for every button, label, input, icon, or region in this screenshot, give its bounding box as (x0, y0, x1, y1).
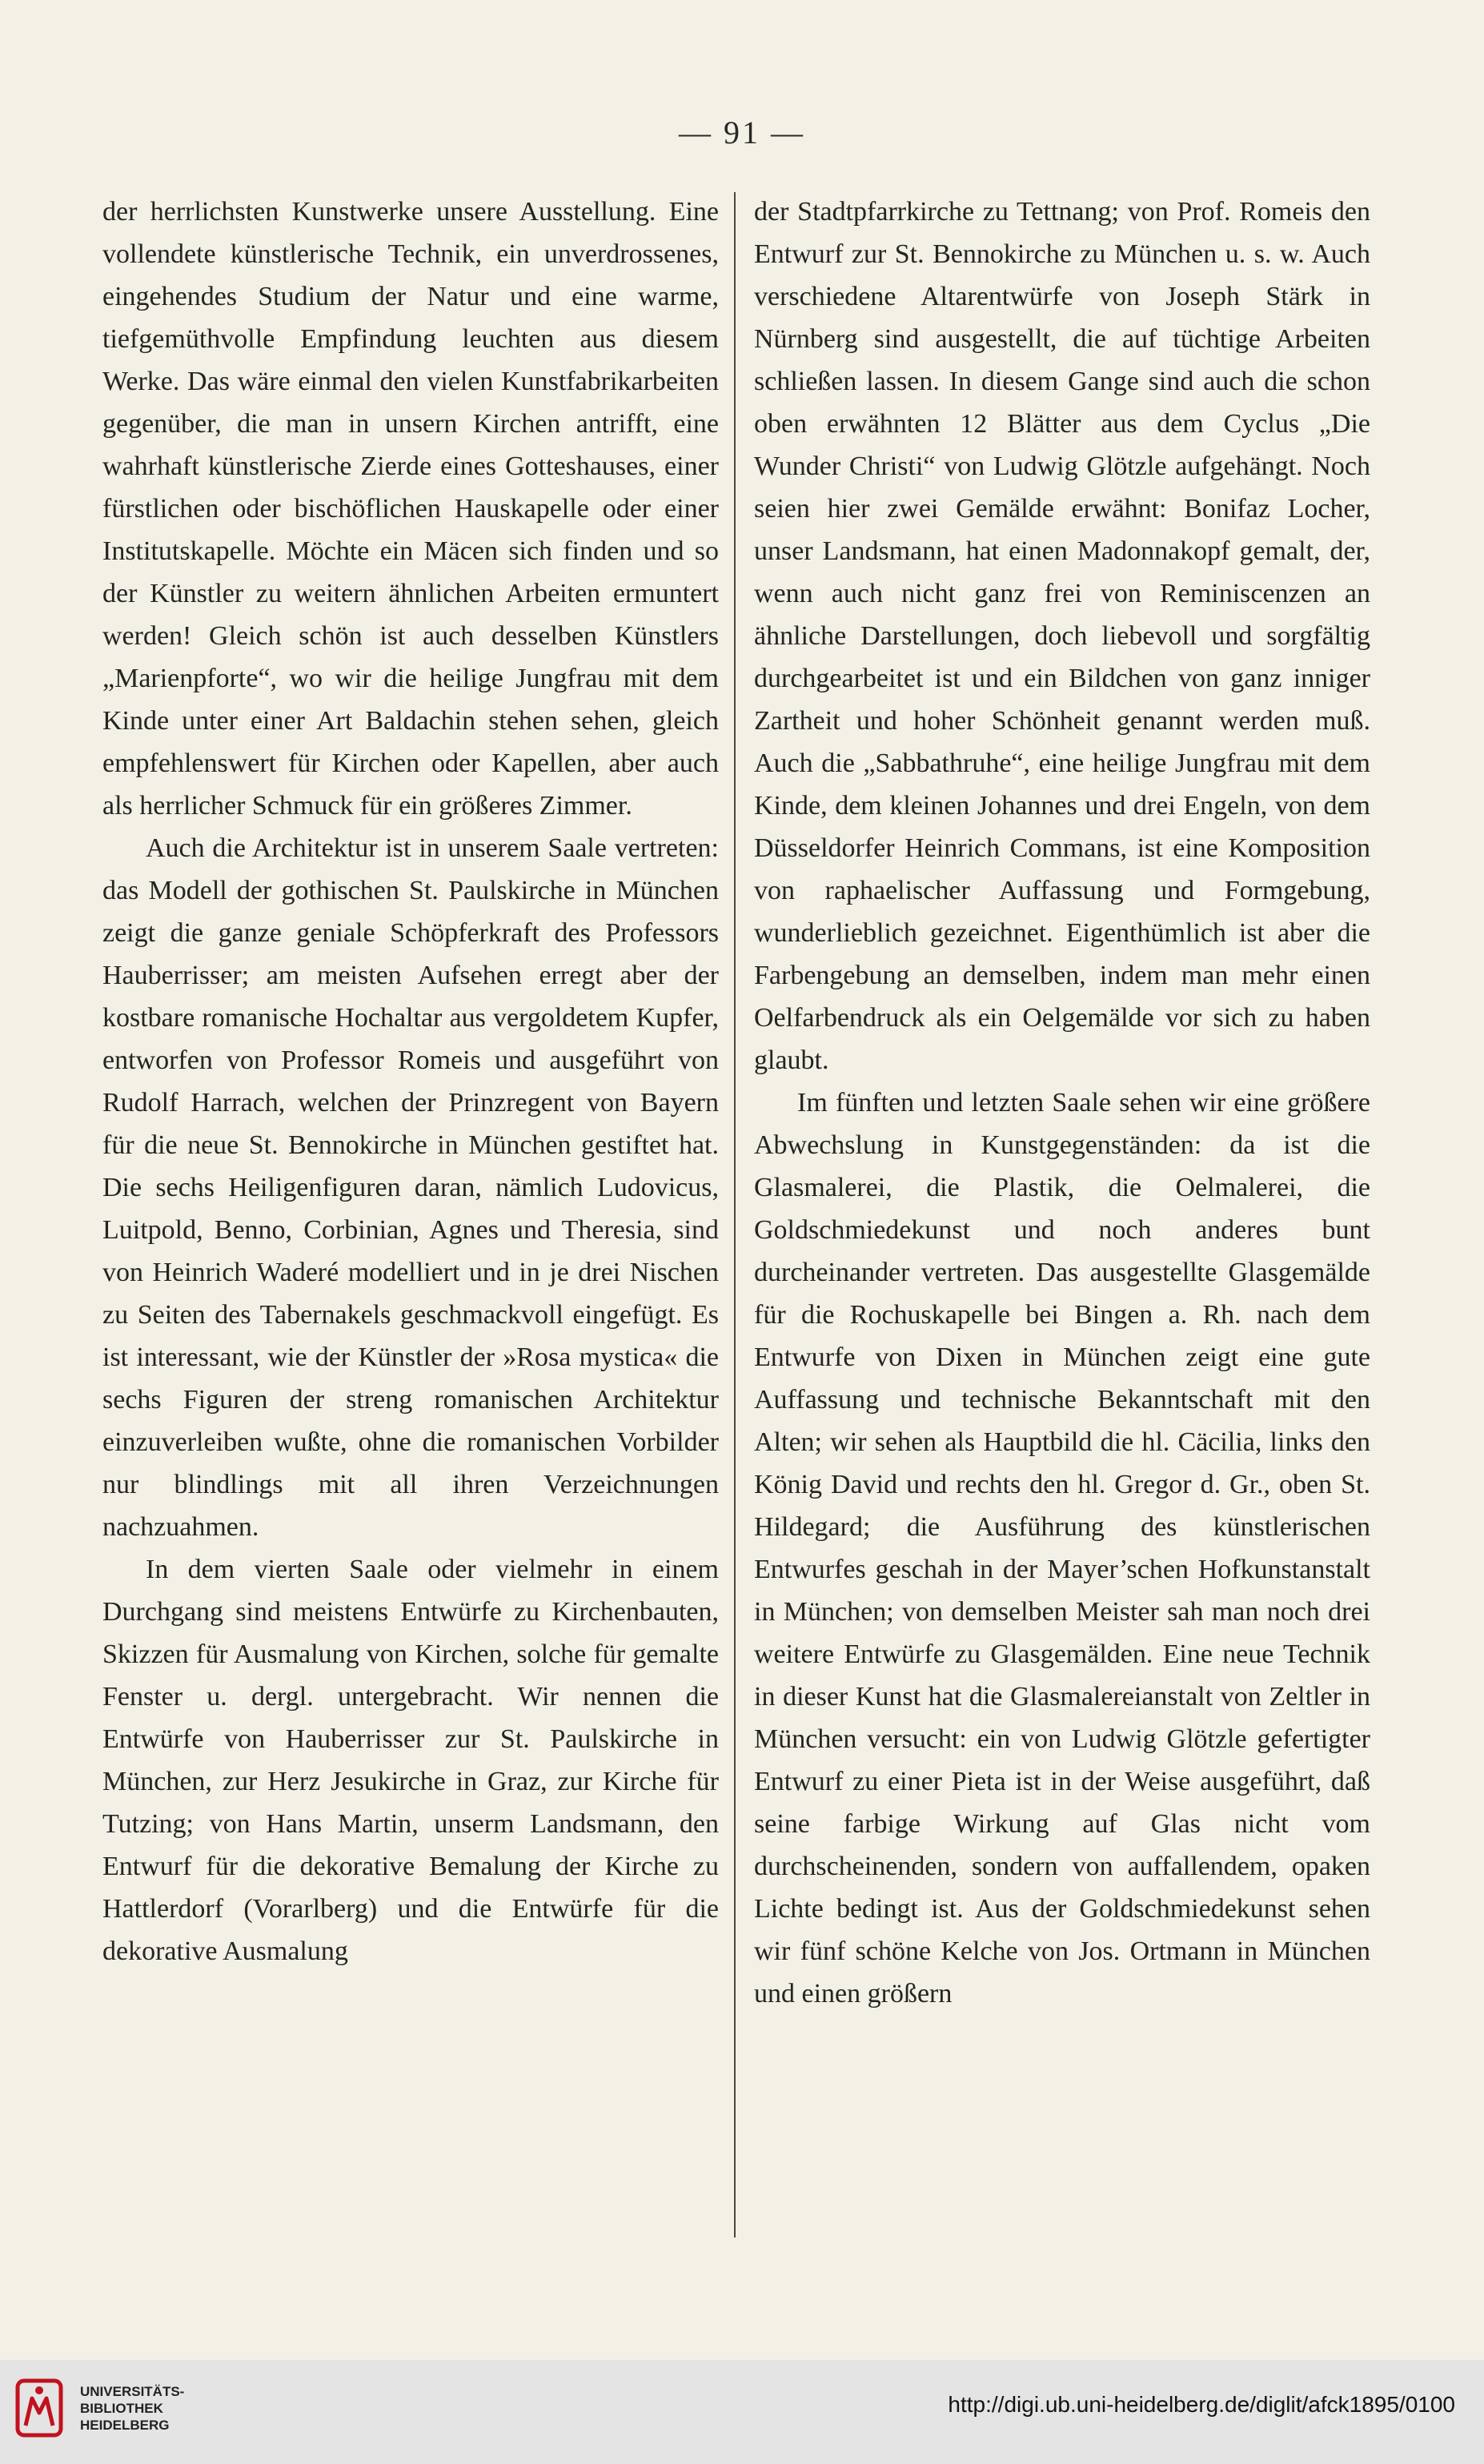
left-column (102, 191, 719, 2240)
footer-bar (0, 2360, 1484, 2464)
page-number: — 91 — (679, 114, 805, 150)
column-divider (734, 192, 736, 2237)
library-name-line-3: HEIDELBERG (80, 2417, 170, 2433)
left-paragraph-1: der herrlichsten Kunstwerke unsere Ausstellung. Eine vollendete künstlerische Technik, ein unverdrossenes, eingehendes Studium der Natur und eine warme, tiefgemüthvolle Empfindung leuchten aus diesem Werke. Das wäre einmal den vielen Kunstfabrikarbeiten gegenüber, die man in unsern Kirchen antrifft, eine wahrhaft künstlerische Zierde eines Gotteshauses, einer fürstlichen oder bischöflichen Hauskapelle oder einer Institutskapelle. Möchte ein Mäcen sich finden und so der Künstler zu weitern ähnlichen Arbeiten ermuntert werden! Gleich schön ist auch desselben Künstlers „Marienpforte“, wo wir die heilige Jungfrau mit dem Kinde unter einer Art Baldachin stehen sehen, gleich empfehlenswert für Kirchen oder Kapellen, aber auch als herrlicher Schmuck für ein größeres Zimmer. (102, 197, 719, 821)
right-column (754, 191, 1370, 2240)
right-paragraph-2: Im fünften und letzten Saale sehen wir eine größere Abwechslung in Kunstgegenständen: da ist die Glasmalerei, die Plastik, die Oelmalerei, die Goldschmiedekunst und noch anderes bunt durcheinander vertreten. Das ausgestellte Glasgemälde für die Rochuskapelle bei Bingen a. Rh. nach dem Entwurfe von Dixen in München zeigt eine gute Auffassung und technische Bekanntschaft mit den Alten; wir sehen als Hauptbild die hl. Cäcilia, links den König David und rechts den hl. Gregor d. Gr., oben St. Hildegard; die Ausführung des künstlerischen Entwurfes geschah in der Mayer’schen Hofkunstanstalt in München; von demselben Meister sah man noch drei weitere Entwürfe zu Glasgemälden. Eine neue Technik in dieser Kunst hat die Glasmalereianstalt von Zeltler in München versucht: ein von Ludwig Glötzle gefertigter Entwurf zu einer Pieta ist in der Weise ausgeführt, daß seine farbige Wirkung auf Glas nicht vom durchscheinenden, sondern von auffallendem, opaken Lichte bedingt ist. Aus der Goldschmiedekunst sehen wir fünf schöne Kelche von Jos. Ortmann in München und einen größern (754, 1088, 1370, 2009)
library-name (80, 2383, 184, 2434)
left-paragraph-2: Auch die Architektur ist in unserem Saale vertreten: das Modell der gothischen St. Paulskirche in München zeigt die ganze geniale Schöpferkraft des Professors Hauberrisser; am meisten Aufsehen erregt aber der kostbare romanische Hochaltar aus vergoldetem Kupfer, entworfen von Professor Romeis und ausgeführt von Rudolf Harrach, welchen der Prinzregent von Bayern für die neue St. Bennokirche in München gestiftet hat. Die sechs Heiligenfiguren daran, nämlich Ludovicus, Luitpold, Benno, Corbinian, Agnes und Theresia, sind von Heinrich Waderé modelliert und in je drei Nischen zu Seiten des Tabernakels geschmackvoll eingefügt. Es ist interessant, wie der Künstler der »Rosa mystica« die sechs Figuren der streng romanischen Architektur einzuverleiben wußte, ohne die romanischen Vorbilder nur blindlings mit all ihren Verzeichnungen nachzuahmen. (102, 833, 719, 1542)
library-seal-icon (14, 2376, 64, 2440)
library-name-line-2: BIBLIOTHEK (80, 2400, 163, 2416)
library-name-line-1: UNIVERSITÄTS- (80, 2383, 185, 2399)
library-logo[interactable] (14, 2376, 184, 2440)
source-url-link[interactable]: http://digi.ub.uni-heidelberg.de/diglit/afck1895/0100 (948, 2392, 1455, 2417)
right-paragraph-1: der Stadtpfarrkirche zu Tettnang; von Prof. Romeis den Entwurf zur St. Bennokirche zu München u. s. w. Auch verschiedene Altarentwürfe von Joseph Stärk in Nürnberg sind ausgestellt, die auf tüchtige Arbeiten schließen lassen. In diesem Gange sind auch die schon oben erwähnten 12 Blätter aus dem Cyclus „Die Wunder Christi“ von Ludwig Glötzle aufgehängt. Noch seien hier zwei Gemälde erwähnt: Bonifaz Locher, unser Landsmann, hat einen Madonnakopf gemalt, der, wenn auch nicht ganz frei von Reminiscenzen an ähnliche Darstellungen, doch liebevoll und sorgfältig durchgearbeitet ist und ein Bildchen von ganz inniger Zartheit und hoher Schönheit genannt werden muß. Auch die „Sabbathruhe“, eine heilige Jungfrau mit dem Kinde, dem kleinen Johannes und drei Engeln, von dem Düsseldorfer Heinrich Commans, ist eine Komposition von raphaelischer Auffassung und Formgebung, wunderlieblich gezeichnet. Eigenthümlich ist aber die Farbengebung an demselben, indem man mehr einen Oelfarbendruck als ein Oelgemälde vor sich zu haben glaubt. (754, 197, 1370, 1075)
left-paragraph-3: In dem vierten Saale oder vielmehr in einem Durchgang sind meistens Entwürfe zu Kirchenbauten, Skizzen für Ausmalung von Kirchen, solche für gemalte Fenster u. dergl. untergebracht. Wir nennen die Entwürfe von Hauberrisser zur St. Paulskirche in München, zur Herz Jesukirche in Graz, zur Kirche für Tutzing; von Hans Martin, unserm Landsmann, den Entwurf für die dekorative Bemalung der Kirche zu Hattlerdorf (Vorarlberg) und die Entwürfe für die dekorative Ausmalung (102, 1555, 719, 1966)
